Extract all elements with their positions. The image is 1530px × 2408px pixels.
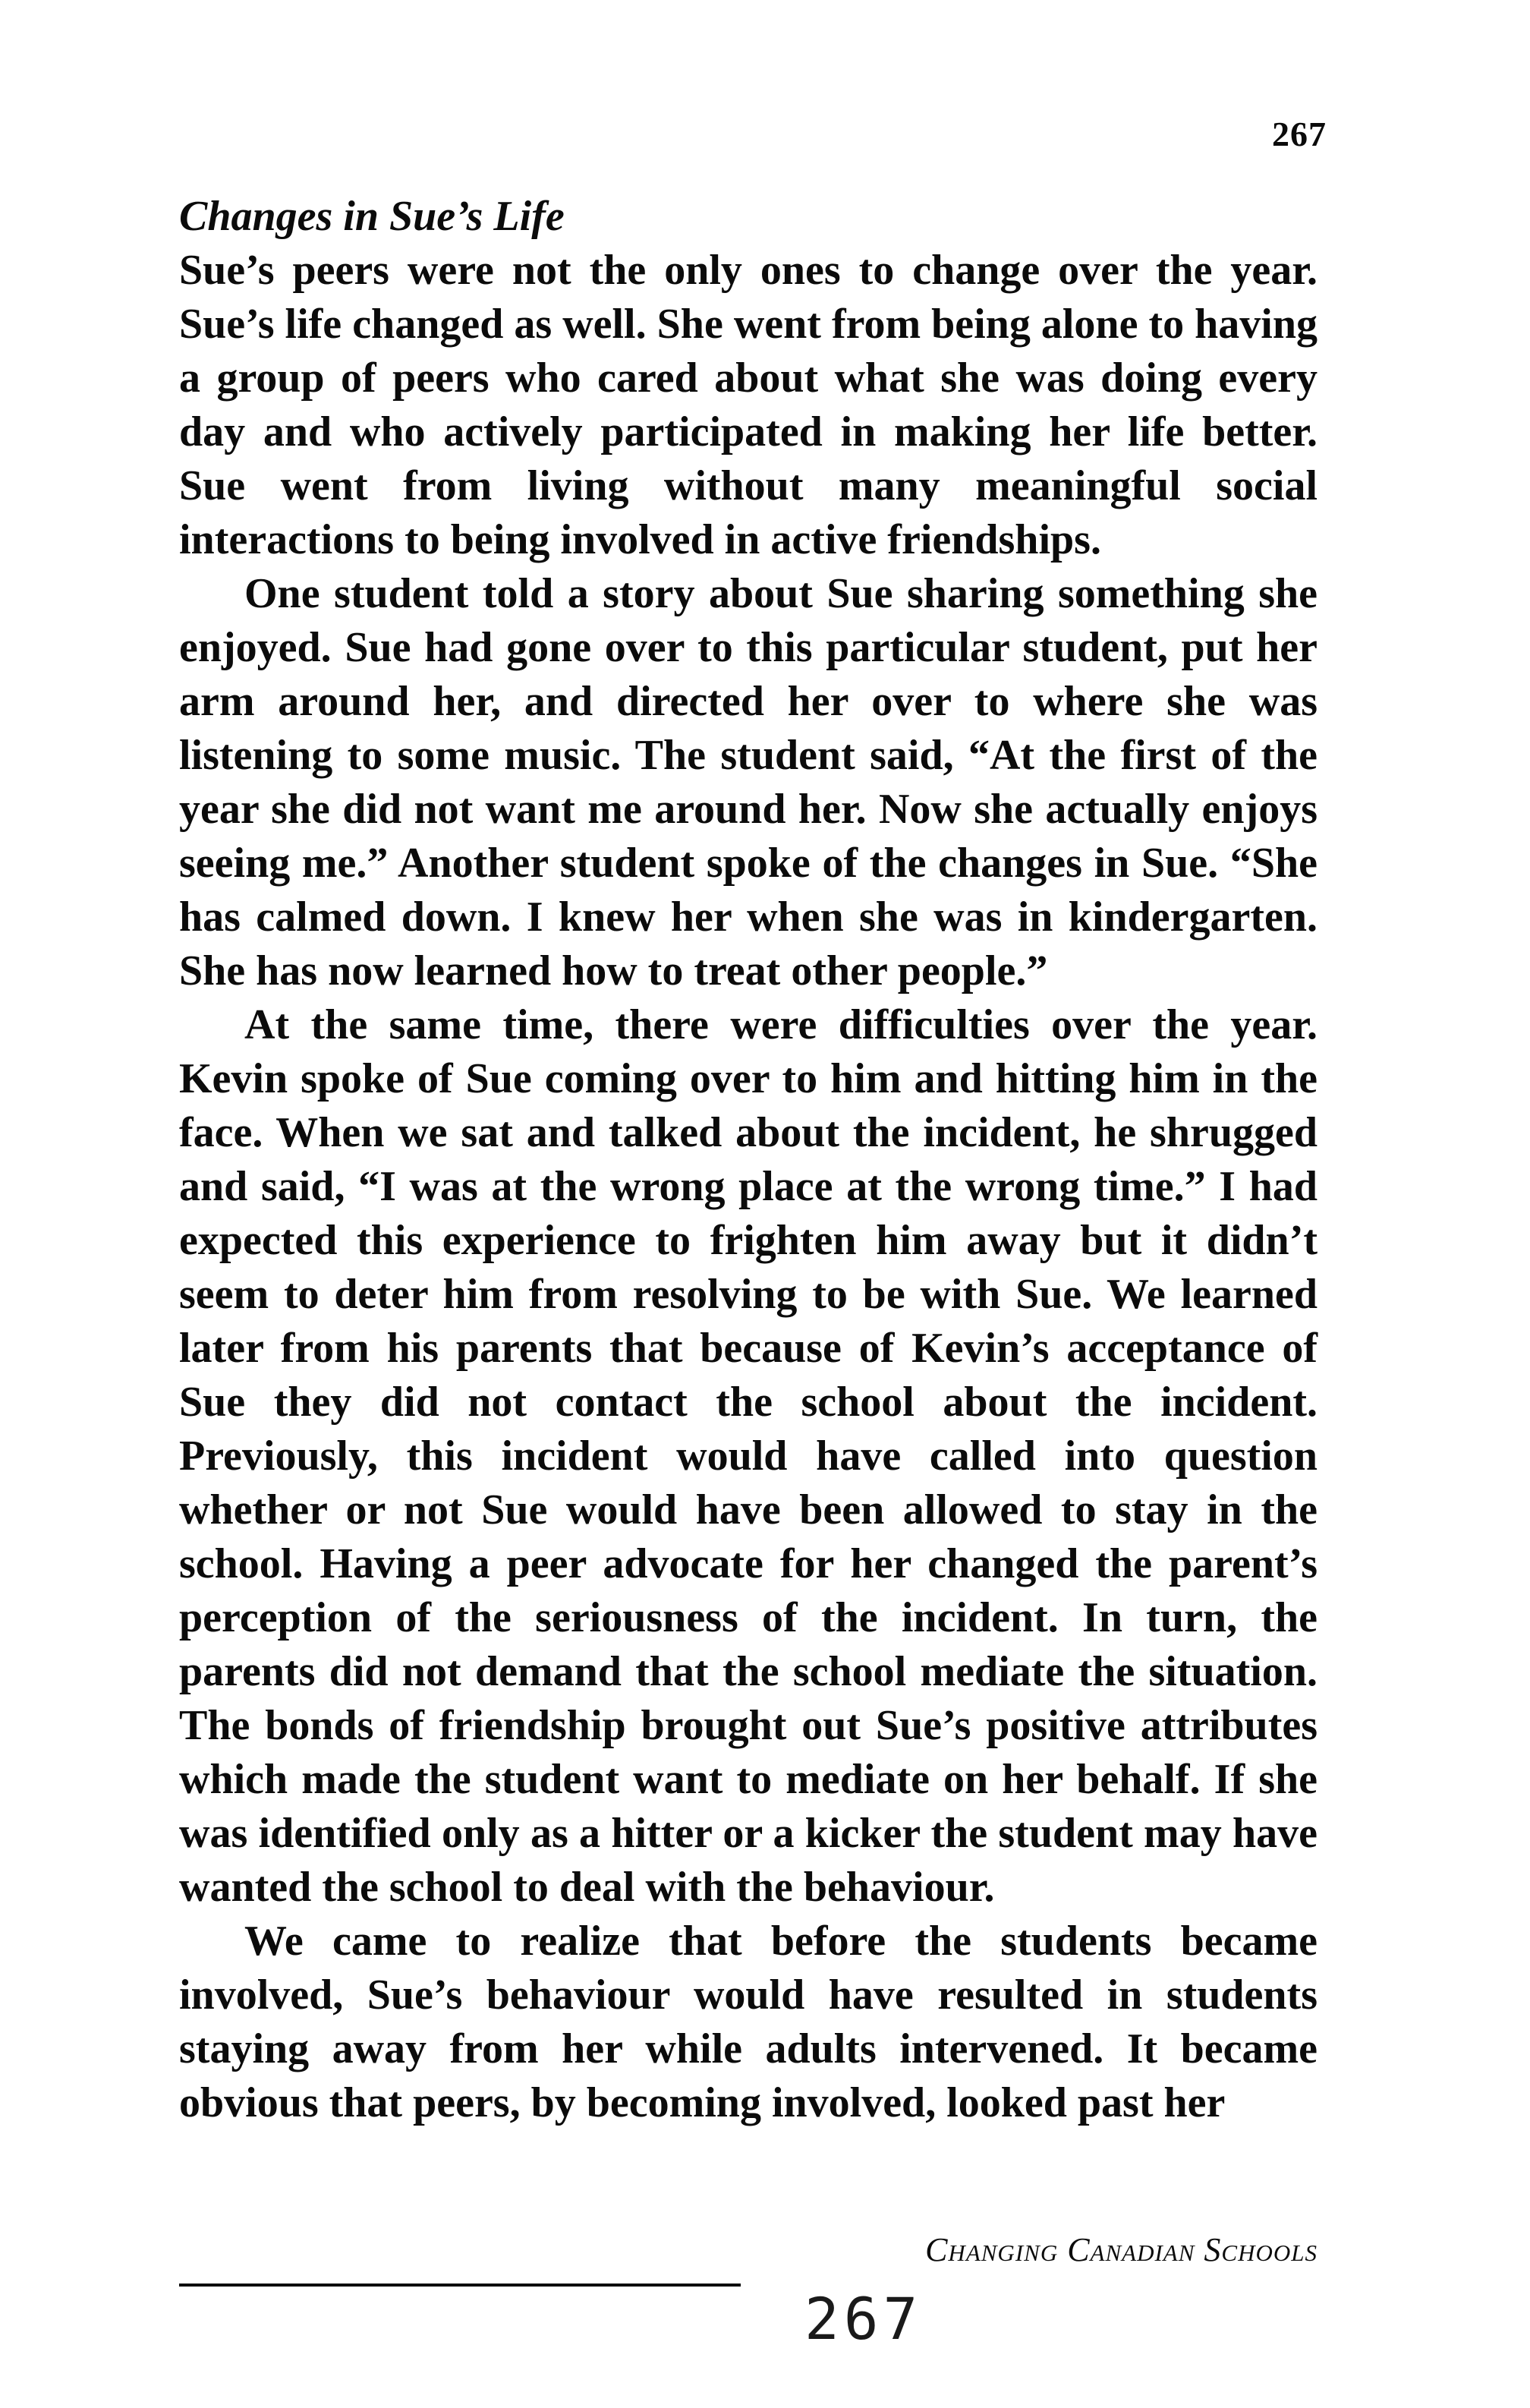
paragraph-3: At the same time, there were difficulties over the year. Kevin spoke of Sue coming over to him and hitting him in the face. When we sat and talked about the incident, he shrugged and said, “I was at the wrong place at the wrong time.” I had expected this experience to frighten him away but it didn’t seem to deter him from resolving to be with Sue. We learned later from his parents that because of Kevin’s acceptance of Sue they did not contact the school about the incident. Previously, this incident would have called into question whether or not Sue would have been allowed to stay in the school. Having a peer advocate for her changed the parent’s perception of the seriousness of the incident. In turn, the parents did not demand that the school mediate the situation. The bonds of friendship brought out Sue’s positive attributes which made the student want to mediate on her behalf. If she was identified only as a hitter or a kicker the student may have wanted the school to deal with the behaviour.: [179, 1001, 1318, 1911]
page-footer: [179, 2224, 1318, 2293]
page-number: 267: [1272, 115, 1327, 153]
section-heading: Changes in Sue’s Life: [179, 193, 565, 240]
scan-page-number: 267: [804, 2285, 923, 2353]
paragraph-2: One student told a story about Sue sharing something she enjoyed. Sue had gone over to this particular student, put her arm around her, and directed her over to where she was listening to some music. The student said, “At the first of the year she did not want me around her. Now she actually enjoys seeing me.” Another student spoke of the changes in Sue. “She has calmed down. I knew her when she was in kindergarten. She has now learned how to treat other people.”: [179, 570, 1318, 994]
paragraph-1: Sue’s peers were not the only ones to change over the year. Sue’s life changed as well. She went from being alone to having a group of peers who cared about what she was doing every day and who actively participated in making her life better. Sue went from living without many meaningful social interactions to being involved in active friendships.: [179, 247, 1318, 563]
footer-book-title: Changing Canadian Schools: [925, 2231, 1318, 2268]
paragraph-4: We came to realize that before the students became involved, Sue’s behaviour would have resulted in students staying away from her while adults intervened. It became obvious that peers, by becoming involved, looked past her: [179, 1918, 1318, 2126]
page-body: [179, 190, 1318, 2130]
footer-rule: [179, 2284, 741, 2287]
